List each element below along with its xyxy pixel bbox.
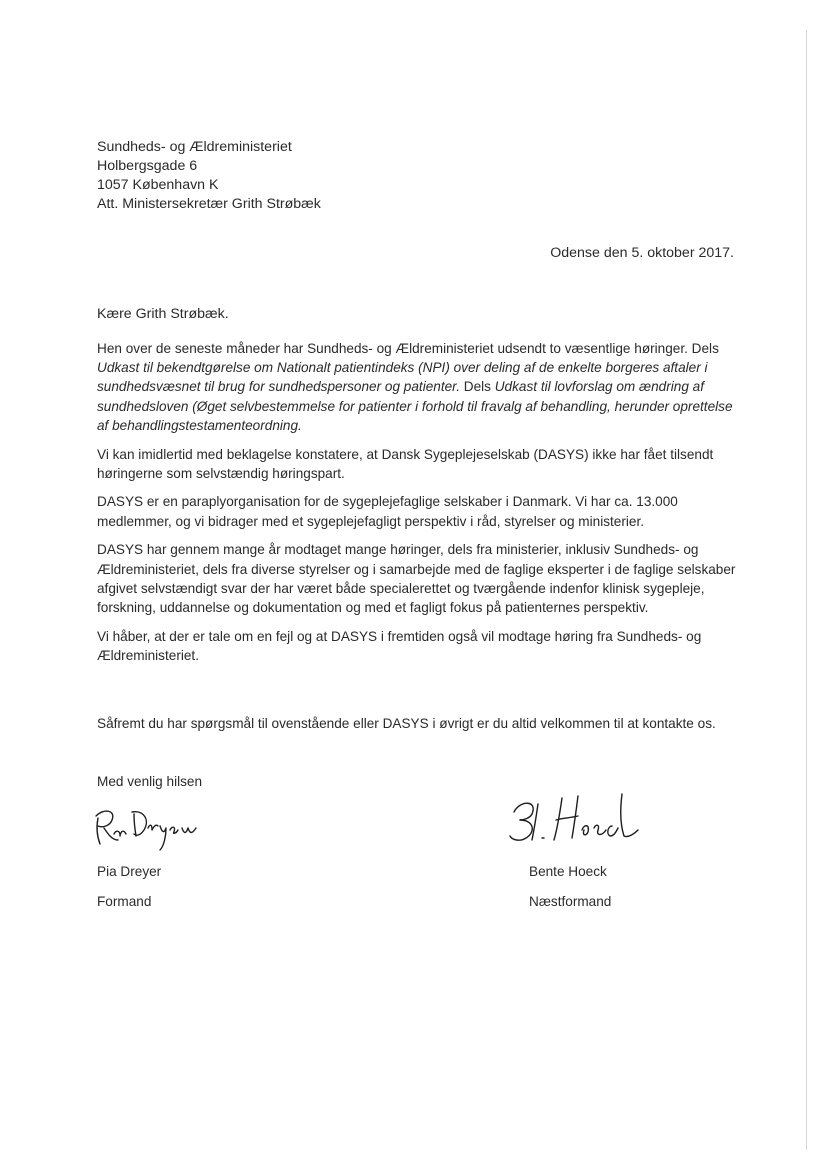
paragraph-1-npi-title: Udkast til bekendtgørelse om Nationalt patientindeks (NPI) over deling af de enkelte borgeres aftaler i sundhedsvæsnet til brug for sundhedspersoner og patienter. xyxy=(97,360,708,395)
signature-pia-dreyer xyxy=(90,800,220,850)
signature-bente-hoeck xyxy=(504,790,654,850)
recipient-line-4: Att. Ministersekretær Grith Strøbæk xyxy=(97,196,321,212)
handwritten-signature-left xyxy=(90,800,220,850)
scan-edge-line xyxy=(806,30,807,1150)
regards: Med venlig hilsen xyxy=(97,774,203,789)
paragraph-2: Vi kan imidlertid med beklagelse konstatere, at Dansk Sygeplejeselskab (DASYS) ikke har fået tilsendt høringerne som selvstændig høringspart. xyxy=(97,446,714,481)
paragraph-5: Vi håber, at der er tale om en fejl og at DASYS i fremtiden også vil modtage høring fra Sundheds- og Ældreministeriet. xyxy=(97,628,702,663)
paragraph-1-intro: Hen over de seneste måneder har Sundheds- og Ældreministeriet udsendt to væsentlige høringer. Dels xyxy=(97,341,719,356)
letter-date: Odense den 5. oktober 2017. xyxy=(550,245,734,261)
paragraph-1 xyxy=(97,339,737,435)
signatory-right-title: Næstformand xyxy=(529,894,612,909)
signatory-left-name: Pia Dreyer xyxy=(97,864,162,879)
recipient-address xyxy=(97,138,321,214)
recipient-line-2: Holbergsgade 6 xyxy=(97,158,198,174)
letter-body xyxy=(97,339,737,675)
paragraph-1-connector: Dels xyxy=(459,379,495,395)
signatory-left-title: Formand xyxy=(97,894,152,909)
closing-question: Såfremt du har spørgsmål til ovenstående eller DASYS i øvrigt er du altid velkommen til at kontakte os. xyxy=(97,716,716,731)
paragraph-3: DASYS er en paraplyorganisation for de sygeplejefaglige selskaber i Danmark. Vi har ca. 13.000 medlemmer, og vi bidrager med et sygeplejefagligt perspektiv i råd, styrelser og ministerier. xyxy=(97,494,678,529)
salutation: Kære Grith Strøbæk. xyxy=(97,306,229,322)
paragraph-4: DASYS har gennem mange år modtaget mange høringer, dels fra ministerier, inklusiv Sundheds- og Ældreministeriet, dels fra diverse styrelser og i samarbejde med de faglige eksperter i de faglige selskaber afgivet selvstændigt svar der har været både specialerettet og tværgående indenfor klinisk sygepleje, forskning, uddannelse og dokumentation og med et fagligt fokus på patienternes perspektiv. xyxy=(97,542,736,615)
handwritten-signature-right xyxy=(504,790,654,850)
recipient-line-1: Sundheds- og Ældreministeriet xyxy=(97,139,292,155)
paragraph-1-law-title: Udkast til lovforslag om ændring af sundhedsloven (Øget selvbestemmelse for patienter i forhold til fravalg af behandling, herunder oprettelse af behandlingstestamenteordning. xyxy=(97,379,733,433)
recipient-line-3: 1057 København K xyxy=(97,177,219,193)
signatory-right-name: Bente Hoeck xyxy=(529,864,607,879)
